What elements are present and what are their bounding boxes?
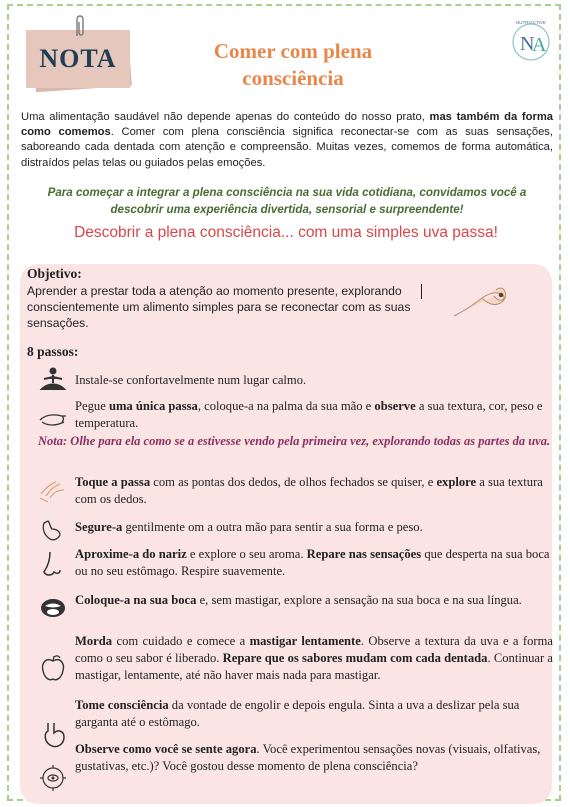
nota-badge-label: NOTA: [39, 44, 117, 73]
step-7-bold-3: Repare que os sabores mudam com cada dentada: [222, 651, 488, 665]
step-7-post-2: . Continuar a mastigar, lentamente, até não haver mais nada para mastigar.: [75, 651, 554, 682]
step-7: [75, 633, 553, 684]
pinch-hand-icon: [452, 286, 516, 320]
step-7-post: . Observe a textura da uva e a forma como o seu sabor é liberado.: [75, 634, 553, 665]
intro-text-2: . Comer com plena consciência significa reconectar-se com as suas sensações, saboreando cada dentada com atenção e compreensão. Muitas vezes, comemos de forma automática, distraídos pelas telas ou guiados pelas emoções.: [21, 126, 553, 169]
step-5: [75, 546, 553, 580]
step-6: [75, 592, 553, 609]
logo-n: N: [520, 33, 535, 55]
step-2-post: a sua textura, cor, peso e temperatura.: [75, 399, 543, 430]
logo-a: A: [532, 34, 547, 56]
title-line-1: Comer com plena: [213, 39, 373, 63]
intro-text-1: Uma alimentação saudável não depende apenas do conteúdo do nosso prato,: [21, 111, 430, 123]
step-3-bold-2: explore: [436, 475, 477, 489]
raisin-icon: [499, 293, 504, 298]
page-title: [180, 38, 406, 92]
step-2-bold-1: uma única passa: [108, 399, 198, 413]
subtitle: Descobrir a plena consciência... com uma simples uva passa!: [74, 224, 498, 241]
step-3: [75, 474, 553, 508]
invite-text: Para começar a integrar a plena consciência na sua vida cotidiana, convidamos você a descobrir uma experiência divertida, sensorial e surpreendente!: [47, 186, 527, 216]
step-9-mid: . Você experimentou sensações novas (visuais, olfativas, gustativas, etc.)? Você gostou desse momento de plena consciência?: [75, 742, 541, 773]
step-9-bold-1: Observe como você se sente agora: [75, 742, 257, 756]
step-2-pre: Pegue: [75, 399, 109, 413]
step-7-bold-1: Morda: [75, 634, 113, 648]
step-8-mid: da vontade de engolir e depois engula. Sinta a uva a deslizar pela sua garganta até o estômago.: [75, 698, 520, 729]
stomach-icon: [38, 721, 68, 751]
step-9: [75, 741, 553, 775]
step-7-mid: com cuidado e comece a: [112, 634, 250, 648]
step-1: [75, 372, 553, 389]
step-3-bold-1: Toque a passa: [75, 475, 151, 489]
step-2: [75, 398, 553, 432]
step-5-bold-1: Aproxime-a do nariz: [75, 547, 187, 561]
logo-wordmark: NUTRIACTIVE: [516, 20, 547, 25]
step-6-mid: e, sem mastigar, explore a sensação na sua boca e na sua língua.: [196, 593, 522, 607]
step-2-bold-2: observe: [374, 399, 416, 413]
steps-heading: 8 passos:: [27, 344, 79, 359]
step-4-bold-1: Segure-a: [75, 520, 123, 534]
step-5-post: que desperta na sua boca ou no seu estômago. Respire suavemente.: [75, 547, 550, 578]
step-5-mid: e explore o seu aroma.: [186, 547, 307, 561]
step-2-mid: , coloque-a na palma da sua mão e: [197, 399, 375, 413]
step-3-mid: com as pontas dos dedos, de olhos fechados se quiser, e: [150, 475, 437, 489]
step-8: [75, 697, 553, 731]
holding-hand-icon: [38, 515, 68, 545]
step-3-post: a sua textura com os dedos.: [75, 475, 543, 506]
title-line-2: consciência: [242, 66, 344, 90]
open-palm-icon: [38, 402, 68, 432]
paperclip-icon: [74, 14, 86, 40]
intro-bold: mas também da forma como comemos: [21, 111, 553, 139]
step-1-text: Instale-se confortavelmente num lugar calmo.: [75, 373, 307, 387]
nutriactive-logo: [508, 18, 554, 64]
objective-text: Aprender a prestar toda a atenção ao momento presente, explorando conscientemente um alimento simples para se reconectar com as suas sensações.: [27, 284, 411, 330]
objective-heading: Objetivo:: [27, 266, 82, 281]
step-7-bold-2: mastigar lentamente: [249, 634, 361, 648]
apple-icon: [38, 653, 68, 683]
intro-paragraph: [21, 110, 553, 171]
senses-icon: [38, 763, 68, 793]
step-6-bold-1: Coloque-a na sua boca: [75, 593, 197, 607]
touch-hand-icon: [38, 474, 68, 504]
step-8-bold-1: Tome consciência: [75, 698, 169, 712]
nose-icon: [38, 550, 68, 580]
observation-note: Nota: Olhe para ela como se a estivesse vendo pela primeira vez, explorando todas as partes da uva.: [38, 434, 551, 448]
meditation-icon: [38, 365, 68, 395]
step-4-mid: gentilmente om a outra mão para sentir a sua forma e peso.: [122, 520, 423, 534]
text-cursor: [421, 284, 422, 299]
mouth-icon: [38, 593, 68, 623]
step-4: [75, 519, 553, 536]
step-5-bold-2: Repare nas sensações: [306, 547, 422, 561]
